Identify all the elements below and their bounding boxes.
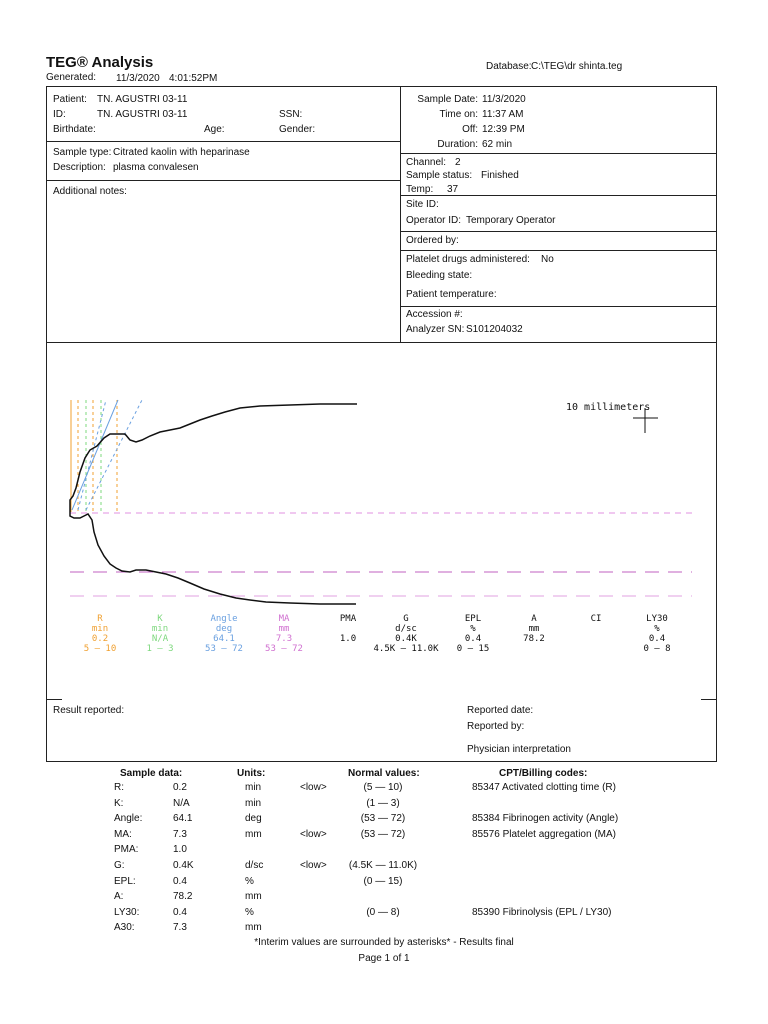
param-a-value: 78.2 — [523, 634, 545, 644]
sample-date-value: 11/3/2020 — [482, 94, 526, 105]
table-cell-normal: (0 — 8) — [366, 906, 400, 918]
table-cell-cpt: 85390 Fibrinolysis (EPL / LY30) — [472, 906, 612, 918]
param-k-unit: min — [151, 624, 169, 634]
generated-label: Generated: — [46, 72, 97, 83]
param-pma-name: PMA — [339, 614, 357, 624]
param-a-name: A — [531, 614, 537, 624]
platelet-label: Platelet drugs administered: — [406, 254, 530, 265]
table-cell-normal: (1 — 3) — [366, 797, 400, 809]
param-k-value: N/A — [151, 634, 169, 644]
birthdate-label: Birthdate: — [53, 124, 96, 135]
duration-value: 62 min — [482, 139, 513, 150]
table-cell-value: 1.0 — [173, 844, 187, 856]
database-value: C:\TEG\dr shinta.teg — [531, 61, 623, 72]
table-cell-name: PMA: — [114, 844, 139, 856]
temp-label: Temp: — [406, 184, 434, 195]
table-cell-name: K: — [114, 797, 124, 809]
description-label: Description: — [53, 162, 106, 173]
table-cell-normal: (5 — 10) — [363, 782, 403, 793]
gender-label: Gender: — [279, 124, 316, 135]
table-cell-name: A: — [114, 891, 124, 903]
sample-type-label: Sample type: — [53, 147, 112, 158]
sample-date-label: Sample Date: — [417, 94, 478, 105]
time-on-label: Time on: — [439, 109, 478, 120]
param-epl-unit: % — [470, 624, 476, 634]
table-cell-value: 0.4 — [173, 875, 187, 887]
table-cell-unit: d/sc — [245, 860, 264, 871]
param-ma-unit: mm — [278, 624, 290, 634]
off-value: 12:39 PM — [482, 124, 525, 135]
database-label: Database: — [486, 61, 532, 72]
table-cell-normal: (53 — 72) — [360, 828, 406, 840]
sample-type-value: Citrated kaolin with heparinase — [113, 147, 250, 158]
tracing-lower — [70, 512, 356, 604]
table-cell-unit: % — [245, 875, 254, 887]
table-cell-normal: (4.5K — 11.0K) — [348, 860, 418, 871]
param-r-unit: min — [91, 624, 109, 634]
table-cell-unit: deg — [245, 813, 262, 825]
table-cell-name: R: — [114, 782, 124, 793]
table-cell-cpt: 85347 Activated clotting time (R) — [472, 782, 616, 793]
time-on-value: 11:37 AM — [482, 109, 524, 120]
operator-label: Operator ID: — [406, 215, 462, 226]
channel-label: Channel: — [406, 157, 447, 168]
reported-by-label: Reported by: — [467, 721, 525, 732]
table-cell-value: N/A — [173, 797, 190, 809]
table-cell-cpt: 85384 Fibrinogen activity (Angle) — [472, 813, 619, 825]
param-ly30-value: 0.4 — [648, 634, 666, 644]
table-cell-name: Angle: — [114, 813, 143, 825]
param-g-unit: d/sc — [395, 624, 417, 634]
col-sample-header: Sample data: — [120, 768, 183, 779]
description-value: plasma convalesen — [113, 162, 199, 173]
param-angle-name: Angle — [210, 614, 238, 624]
param-r-name: R — [97, 614, 103, 624]
angle-range-line-1 — [78, 400, 106, 510]
physician-label: Physician interpretation — [467, 744, 571, 755]
param-ly30-name: LY30 — [646, 614, 668, 624]
table-cell-normal: (53 — 72) — [360, 813, 406, 825]
table-cell-flag: <low> — [300, 782, 327, 793]
accession-label: Accession #: — [406, 309, 463, 320]
table-cell-flag: <low> — [300, 828, 327, 840]
generated-date: 11/3/2020 — [116, 73, 160, 84]
col-units-header: Units: — [237, 768, 266, 779]
patient-label: Patient: — [53, 94, 87, 105]
table-cell-name: MA: — [114, 828, 132, 840]
table-cell-value: 64.1 — [173, 813, 193, 825]
table-cell-unit: mm — [245, 922, 262, 934]
patient-temp-label: Patient temperature: — [406, 289, 497, 300]
table-cell-cpt: 85576 Platelet aggregation (MA) — [472, 828, 616, 840]
table-cell-value: 0.4K — [173, 860, 194, 871]
table-cell-unit: min — [245, 797, 262, 809]
param-k-name: K — [157, 614, 163, 624]
duration-label: Duration: — [437, 139, 478, 150]
table-cell-name: LY30: — [114, 906, 140, 918]
param-ly30-range: 0 — 8 — [643, 644, 671, 654]
bleeding-label: Bleeding state: — [406, 270, 473, 281]
param-ly30-unit: % — [654, 624, 660, 634]
param-epl-name: EPL — [464, 614, 482, 624]
param-g-name: G — [403, 614, 409, 624]
param-ci-name: CI — [590, 614, 602, 624]
table-cell-unit: % — [245, 906, 254, 918]
notes-label: Additional notes: — [53, 186, 127, 197]
analyzer-value: S101204032 — [466, 324, 523, 335]
table-cell-unit: min — [245, 782, 262, 793]
ordered-by-label: Ordered by: — [406, 235, 459, 246]
param-epl-range: 0 — 15 — [456, 644, 490, 654]
param-epl-value: 0.4 — [464, 634, 482, 644]
platelet-value: No — [541, 254, 554, 265]
channel-value: 2 — [455, 157, 461, 168]
table-cell-unit: mm — [245, 891, 262, 903]
param-angle-range: 53 — 72 — [205, 644, 243, 654]
table-cell-unit: mm — [245, 828, 262, 840]
table-cell-name: EPL: — [114, 875, 136, 887]
table-cell-value: 78.2 — [173, 891, 193, 903]
table-cell-value: 7.3 — [173, 828, 187, 840]
status-label: Sample status: — [406, 170, 473, 181]
param-g-value: 0.4K — [395, 634, 417, 644]
param-ly30 — [617, 614, 697, 654]
id-label: ID: — [53, 109, 66, 120]
param-angle-unit: deg — [215, 624, 233, 634]
analyzer-label: Analyzer SN: — [406, 324, 465, 335]
param-k-range: 1 — 3 — [146, 644, 174, 654]
age-label: Age: — [204, 124, 225, 135]
table-cell-value: 0.2 — [173, 782, 187, 793]
patient-value: TN. AGUSTRI 03-11 — [97, 94, 188, 105]
table-cell-name: A30: — [114, 922, 135, 934]
generated-time: 4:01:52PM — [169, 73, 218, 84]
angle-range-line-2 — [86, 400, 142, 510]
param-pma-value: 1.0 — [339, 634, 357, 644]
interim-note: *Interim values are surrounded by asterisks* - Results final — [254, 937, 514, 948]
report-title: TEG® Analysis — [46, 54, 154, 71]
reported-date-label: Reported date: — [467, 705, 534, 716]
temp-value: 37 — [447, 184, 459, 195]
col-cpt-header: CPT/Billing codes: — [499, 768, 588, 779]
angle-line — [72, 400, 118, 510]
param-g-range: 4.5K — 11.0K — [373, 644, 439, 654]
col-normal-header: Normal values: — [348, 768, 420, 779]
param-r-range: 5 — 10 — [83, 644, 117, 654]
scale-label: 10 millimeters — [566, 402, 651, 413]
operator-value: Temporary Operator — [466, 215, 556, 226]
off-label: Off: — [462, 124, 478, 135]
table-cell-value: 0.4 — [173, 906, 187, 918]
table-cell-value: 7.3 — [173, 922, 187, 934]
param-ma-range: 53 — 72 — [265, 644, 303, 654]
status-value: Finished — [481, 170, 519, 181]
param-angle-value: 64.1 — [213, 634, 235, 644]
param-ma-value: 7.3 — [275, 634, 293, 644]
site-id-label: Site ID: — [406, 199, 439, 210]
id-value: TN. AGUSTRI 03-11 — [97, 109, 188, 120]
page-number: Page 1 of 1 — [358, 953, 410, 964]
tracing-upper — [70, 404, 357, 512]
ssn-label: SSN: — [279, 109, 303, 120]
param-r-value: 0.2 — [91, 634, 109, 644]
param-a-unit: mm — [528, 624, 540, 634]
table-cell-name: G: — [114, 860, 125, 871]
table-cell-normal: (0 — 15) — [363, 875, 403, 887]
result-reported-label: Result reported: — [53, 705, 125, 716]
param-ma-name: MA — [278, 614, 290, 624]
table-cell-flag: <low> — [300, 860, 327, 871]
